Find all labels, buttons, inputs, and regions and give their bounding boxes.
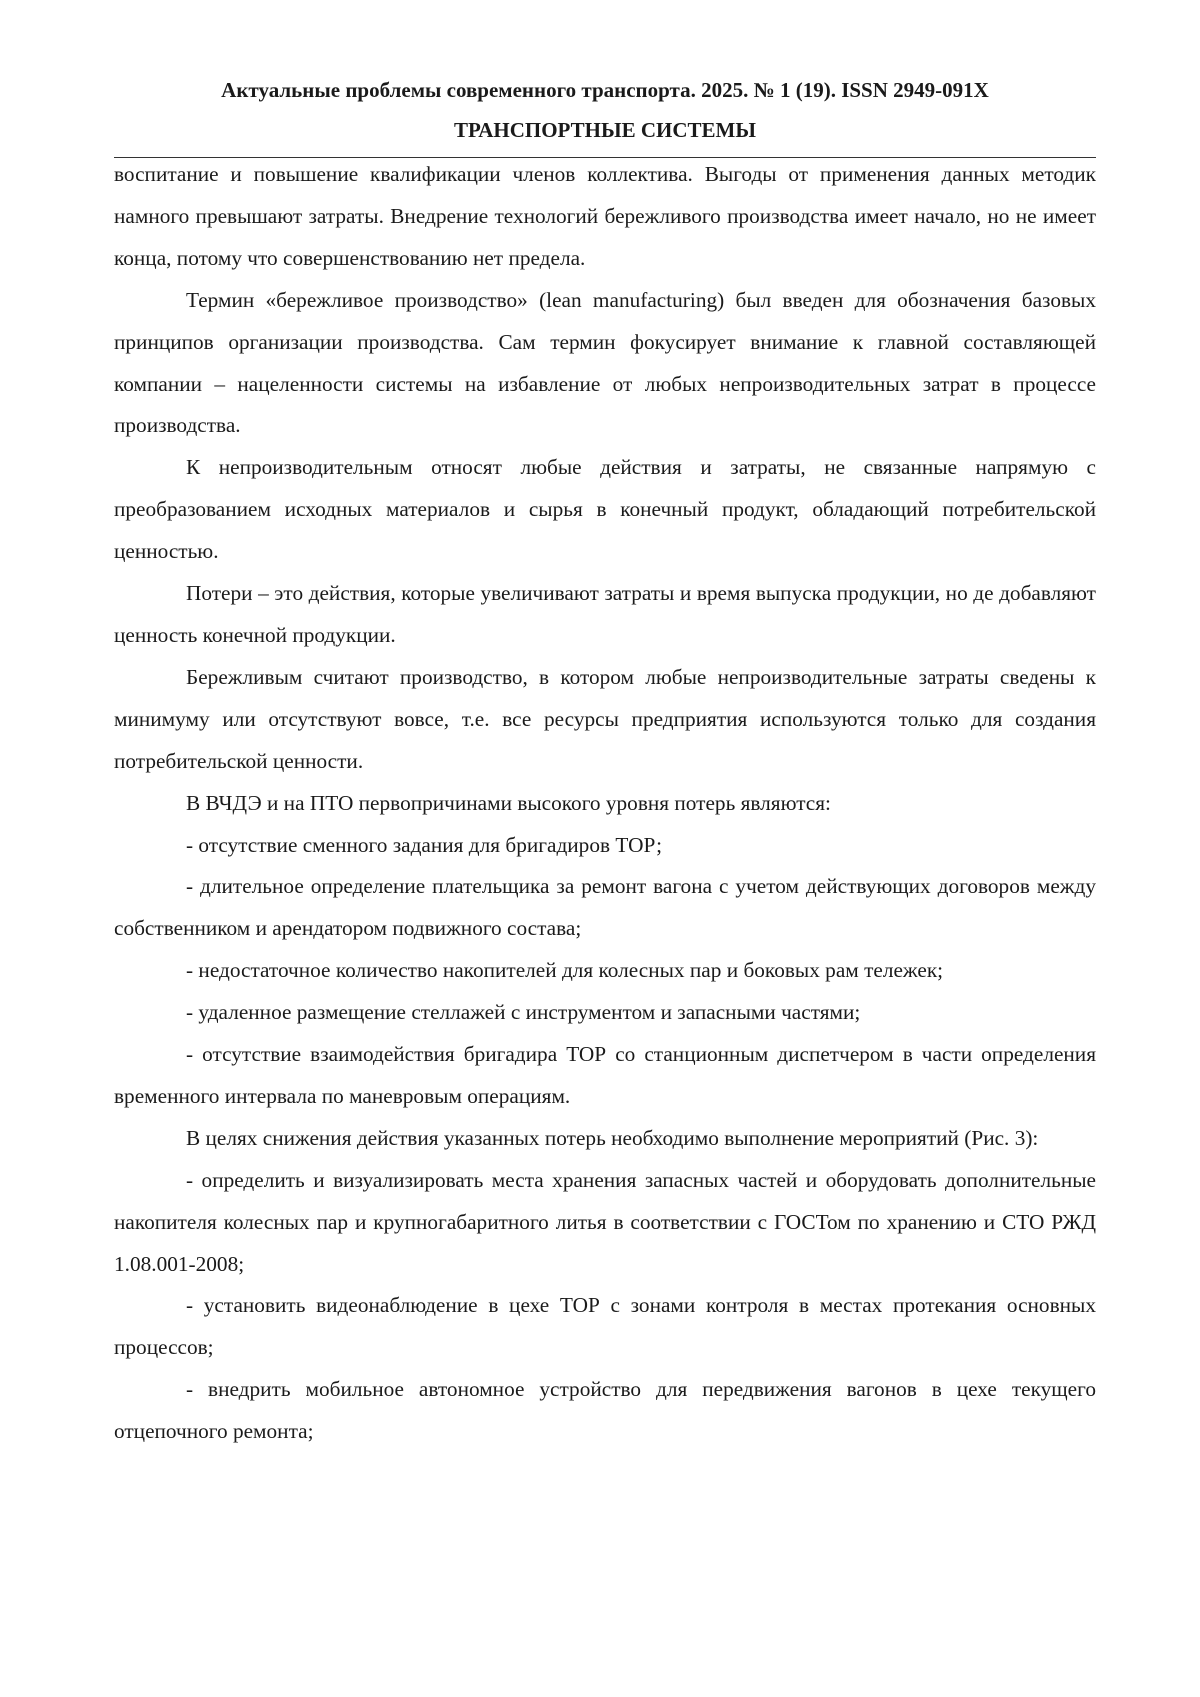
article-body — [114, 154, 1096, 1453]
paragraph: В целях снижения действия указанных потерь необходимо выполнение мероприятий (Рис. 3): — [186, 1125, 1039, 1150]
paragraph: Термин «бережливое производство» (lean manufacturing) был введен для обозначения базовых принципов организации производства. Сам термин фокусирует внимание к главной составляющей компании – нацеленности системы на избавление от любых непроизводительных затрат в процессе производства. — [114, 287, 1096, 438]
list-item: - недостаточное количество накопителей для колесных пар и боковых рам тележек; — [186, 958, 944, 983]
list-item: - длительное определение плательщика за ремонт вагона с учетом действующих договоров между собственником и арендатором подвижного состава; — [114, 874, 1096, 941]
section-title: ТРАНСПОРТНЫЕ СИСТЕМЫ — [454, 118, 756, 142]
paragraph: В ВЧДЭ и на ПТО первопричинами высокого уровня потерь являются: — [186, 790, 831, 815]
list-item: - внедрить мобильное автономное устройство для передвижения вагонов в цехе текущего отцепочного ремонта; — [114, 1377, 1096, 1444]
page-header — [114, 70, 1096, 150]
list-item: - отсутствие сменного задания для бригадиров ТОР; — [186, 832, 663, 857]
paragraph: Бережливым считают производство, в котором любые непроизводительные затраты сведены к минимуму или отсутствуют вовсе, т.е. все ресурсы предприятия используются только для создания потребительской ценности. — [114, 664, 1096, 773]
paragraph: К непроизводительным относят любые действия и затраты, не связанные напрямую с преобразованием исходных материалов и сырья в конечный продукт, обладающий потребительской ценностью. — [114, 455, 1096, 564]
paragraph: воспитание и повышение квалификации членов коллектива. Выгоды от применения данных методик намного превышают затраты. Внедрение технологий бережливого производства имеет начало, но не имеет конца, потому что совершенствованию нет предела. — [114, 162, 1096, 270]
paragraph: Потери – это действия, которые увеличивают затраты и время выпуска продукции, но де добавляют ценность конечной продукции. — [114, 581, 1096, 647]
list-item: - определить и визуализировать места хранения запасных частей и оборудовать дополнительные накопителя колесных пар и крупногабаритного литья в соответствии с ГОСТом по хранению и СТО РЖД 1.08.001-2008; — [114, 1167, 1096, 1276]
list-item: - отсутствие взаимодействия бригадира ТОР со станционным диспетчером в части определения временного интервала по маневровым операциям. — [114, 1042, 1096, 1108]
list-item: - удаленное размещение стеллажей с инструментом и запасными частями; — [186, 1000, 861, 1025]
list-item: - установить видеонаблюдение в цехе ТОР с зонами контроля в местах протекания основных процессов; — [114, 1293, 1096, 1360]
journal-title: Актуальные проблемы современного транспорта. 2025. № 1 (19). ISSN 2949-091X — [221, 78, 989, 102]
